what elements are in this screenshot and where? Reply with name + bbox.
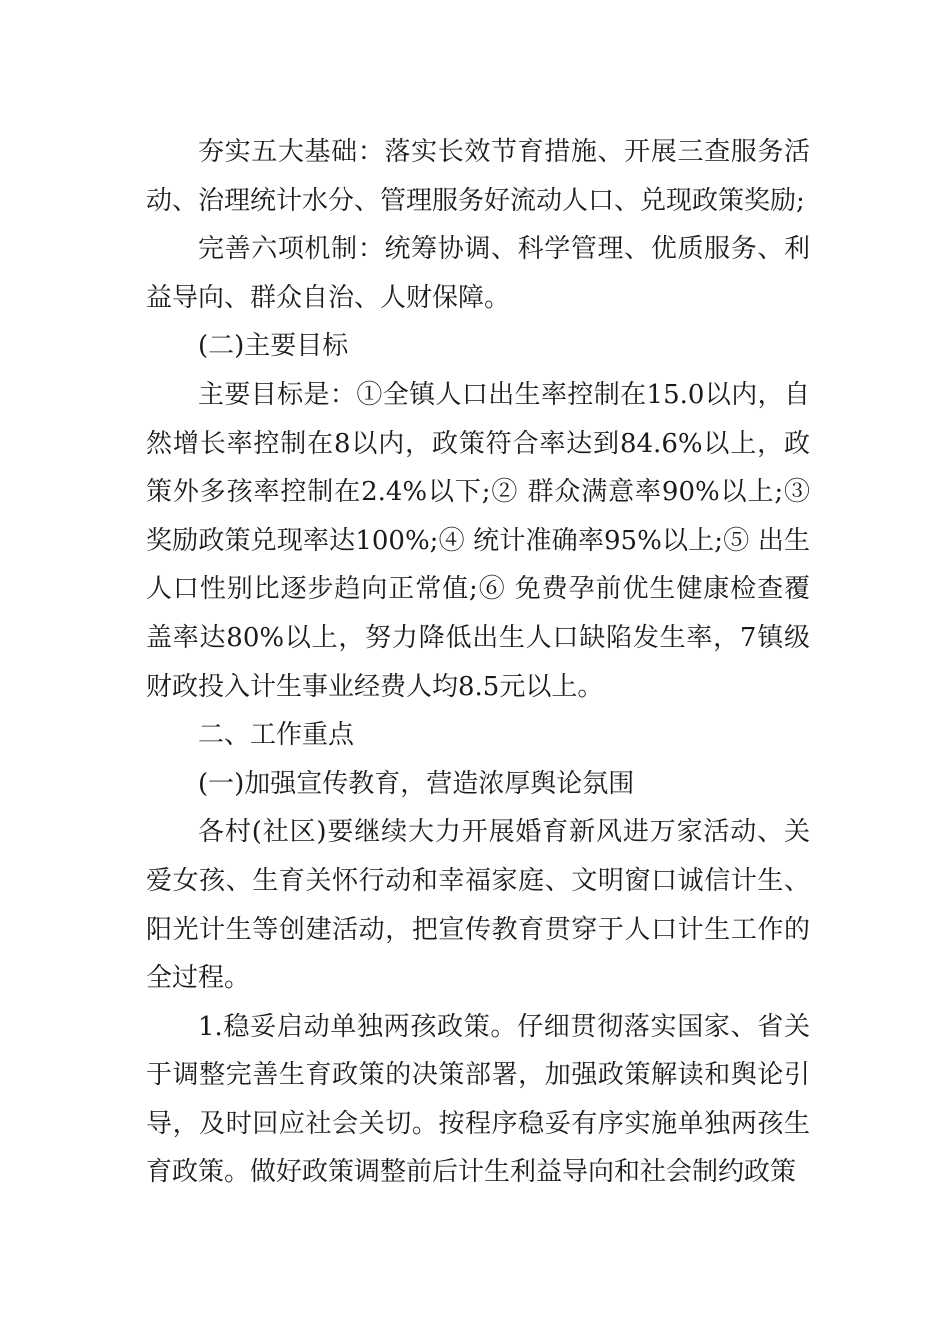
paragraph-five-foundations: 夯实五大基础：落实长效节育措施、开展三查服务活动、治理统计水分、管理服务好流动人口、兑现政策奖励;	[146, 137, 810, 216]
paragraph-publicity-activities: 各村(社区)要继续大力开展婚育新风进万家活动、关爱女孩、生育关怀行动和幸福家庭、文明窗口诚信计生、阳光计生等创建活动，把宣传教育贯穿于人口计生工作的全过程。	[146, 817, 810, 994]
section-heading-main-goals: (二)主要目标	[198, 331, 349, 362]
paragraph-two-child-policy: 1.稳妥启动单独两孩政策。仔细贯彻落实国家、省关于调整完善生育政策的决策部署，加强政策解读和舆论引导，及时回应社会关切。按程序稳妥有序实施单独两孩生育政策。做好政策调整前后计生利益导向和社会制约政策	[146, 1011, 810, 1188]
document-page	[146, 128, 810, 1197]
subsection-heading-publicity: (一)加强宣传教育，营造浓厚舆论氛围	[198, 768, 635, 799]
section-heading-work-focus: 二、工作重点	[198, 720, 355, 751]
paragraph-six-mechanisms: 完善六项机制：统筹协调、科学管理、优质服务、利益导向、群众自治、人财保障。	[146, 234, 810, 313]
paragraph-main-goals: 主要目标是：①全镇人口出生率控制在15.0以内，自然增长率控制在8以内，政策符合率达到84.6%以上，政策外多孩率控制在2.4%以下;② 群众满意率90%以上;③ 奖励政策兑现率达100%;④ 统计准确率95%以上;⑤ 出生人口性别比逐步趋向正常值;⑥ 免费孕前优生健康检查覆盖率达80%以上，努力降低出生人口缺陷发生率，7镇级财政投入计生事业经费人均8.5元以上。	[146, 379, 810, 702]
